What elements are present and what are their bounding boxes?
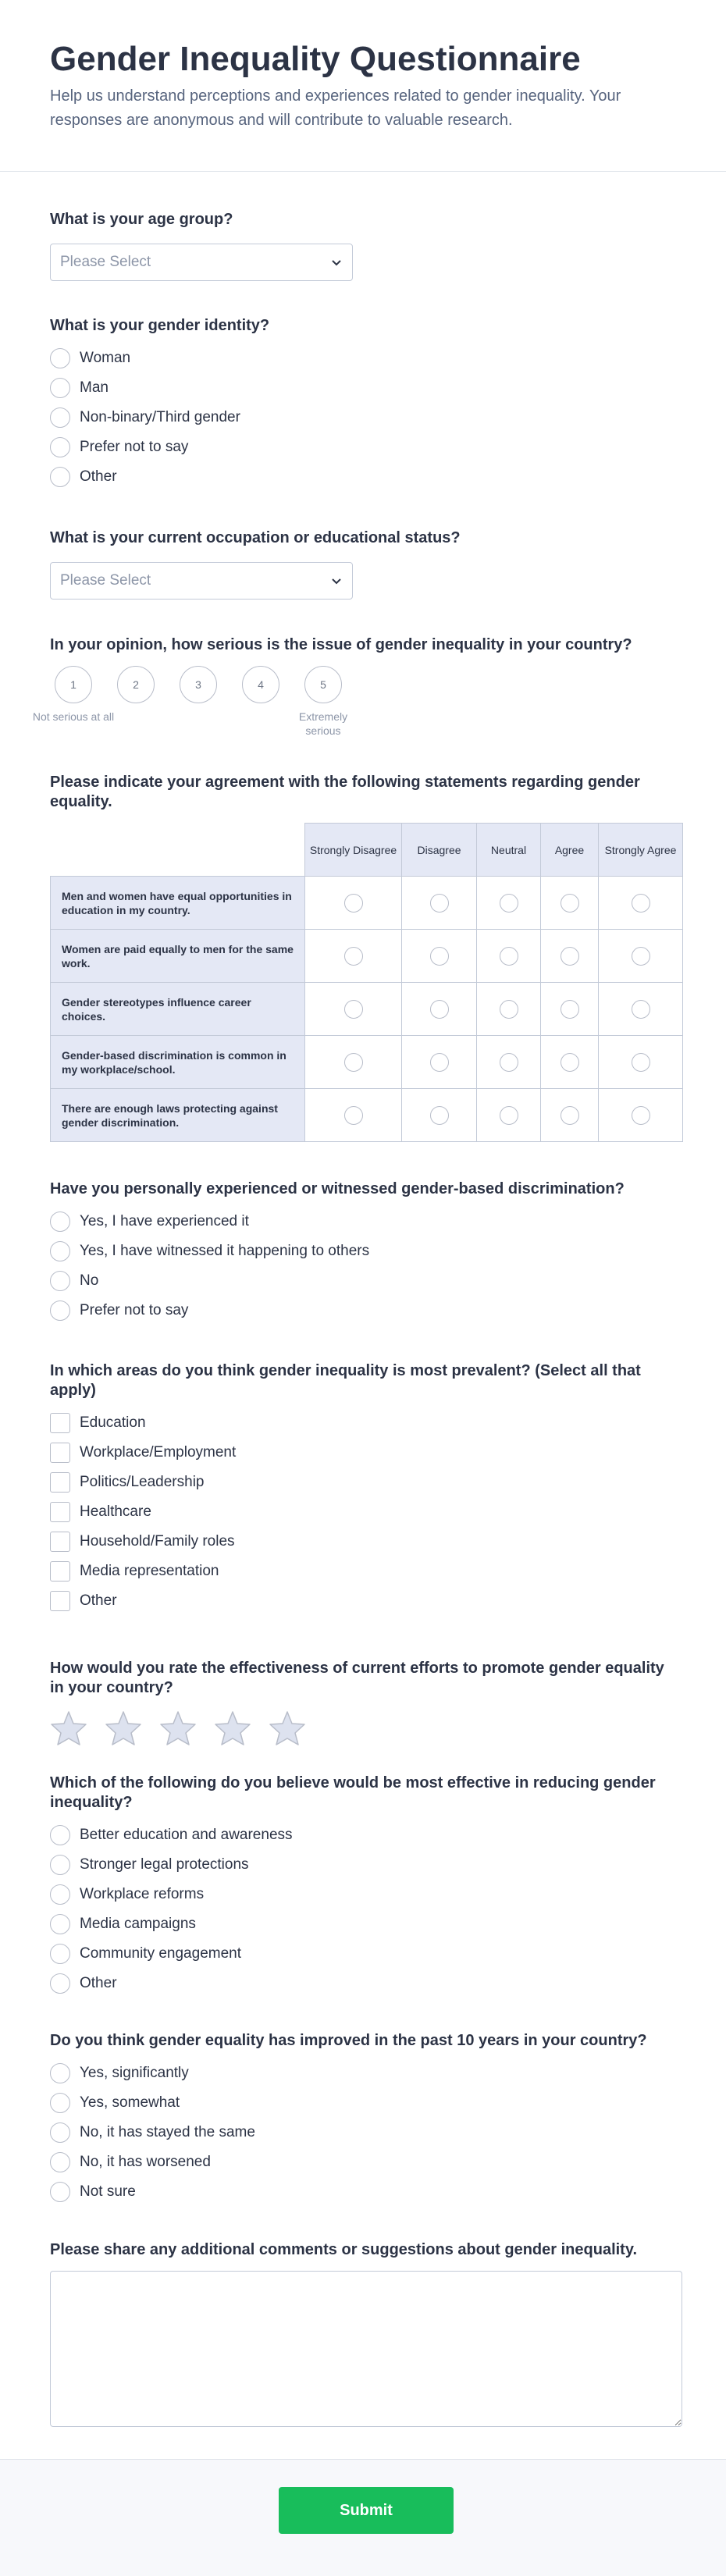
age-group-dropdown[interactable] bbox=[50, 244, 353, 281]
question-agreement-matrix bbox=[50, 773, 682, 1142]
option-label: Workplace reforms bbox=[80, 1886, 205, 1902]
radio-option[interactable] bbox=[50, 1266, 682, 1296]
matrix-cell[interactable] bbox=[541, 877, 599, 930]
radio-button[interactable] bbox=[500, 1000, 518, 1019]
radio-option[interactable] bbox=[50, 2088, 682, 2118]
matrix-cell[interactable] bbox=[599, 877, 683, 930]
checkbox[interactable] bbox=[50, 1443, 70, 1463]
radio-button[interactable] bbox=[430, 1053, 449, 1072]
radio-button[interactable] bbox=[50, 2122, 70, 2143]
option-label: Non-binary/Third gender bbox=[80, 409, 240, 425]
chevron-down-icon bbox=[330, 256, 343, 269]
option-label: No, it has worsened bbox=[80, 2154, 211, 2170]
chevron-down-icon bbox=[330, 575, 343, 587]
question-label: In your opinion, how serious is the issue of gender inequality in your country? bbox=[50, 636, 632, 653]
radio-button[interactable] bbox=[430, 1106, 449, 1125]
question-label: Do you think gender equality has improved in the past 10 years in your country? bbox=[50, 2032, 647, 2049]
radio-option[interactable] bbox=[50, 1850, 682, 1880]
checkbox[interactable] bbox=[50, 1472, 70, 1493]
checkbox[interactable] bbox=[50, 1413, 70, 1433]
matrix-row bbox=[51, 1036, 683, 1089]
option-label: Yes, I have witnessed it happening to others bbox=[80, 1243, 370, 1259]
matrix-cell[interactable] bbox=[477, 877, 541, 930]
radio-option[interactable] bbox=[50, 462, 682, 492]
question-label: What is your age group? bbox=[50, 211, 233, 228]
radio-button[interactable] bbox=[632, 894, 650, 913]
radio-button[interactable] bbox=[344, 1000, 363, 1019]
radio-button[interactable] bbox=[344, 894, 363, 913]
checkbox-option[interactable] bbox=[50, 1468, 682, 1497]
checkbox-option[interactable] bbox=[50, 1586, 682, 1616]
scale-option[interactable] bbox=[167, 666, 230, 738]
radio-button[interactable] bbox=[500, 1106, 518, 1125]
star-icon[interactable] bbox=[214, 1710, 251, 1746]
option-label: No, it has stayed the same bbox=[80, 2124, 255, 2140]
option-label: Yes, somewhat bbox=[80, 2094, 180, 2111]
question-label: What is your current occupation or educational status? bbox=[50, 529, 461, 546]
matrix-row-label: Gender-based discrimination is common in my workplace/school. bbox=[51, 1036, 305, 1089]
matrix-cell[interactable] bbox=[541, 983, 599, 1036]
checkbox[interactable] bbox=[50, 1532, 70, 1552]
agreement-matrix bbox=[50, 823, 683, 1142]
matrix-cell[interactable] bbox=[305, 983, 402, 1036]
radio-option[interactable] bbox=[50, 1207, 682, 1236]
matrix-row-label: Women are paid equally to men for the same work. bbox=[51, 930, 305, 983]
matrix-row bbox=[51, 983, 683, 1036]
checkbox-option[interactable] bbox=[50, 1408, 682, 1438]
checkbox-option[interactable] bbox=[50, 1557, 682, 1586]
option-label: Better education and awareness bbox=[80, 1827, 293, 1843]
checkbox[interactable] bbox=[50, 1561, 70, 1582]
radio-button[interactable] bbox=[430, 1000, 449, 1019]
question-improvement bbox=[50, 2031, 682, 2207]
star-icon[interactable] bbox=[50, 1710, 87, 1746]
matrix-row-label: Gender stereotypes influence career choices. bbox=[51, 983, 305, 1036]
radio-button[interactable] bbox=[50, 2063, 70, 2083]
option-label: Healthcare bbox=[80, 1503, 151, 1520]
radio-button[interactable] bbox=[50, 348, 70, 368]
matrix-row bbox=[51, 877, 683, 930]
scale-circle[interactable]: 1 bbox=[55, 666, 92, 703]
radio-option[interactable] bbox=[50, 1820, 682, 1850]
question-label: Please share any additional comments or suggestions about gender inequality. bbox=[50, 2241, 638, 2258]
radio-button[interactable] bbox=[50, 2093, 70, 2113]
radio-button[interactable] bbox=[500, 1053, 518, 1072]
radio-option[interactable] bbox=[50, 1939, 682, 1969]
option-label: Prefer not to say bbox=[80, 1302, 189, 1318]
matrix-cell[interactable] bbox=[402, 1036, 477, 1089]
matrix-row bbox=[51, 930, 683, 983]
radio-option[interactable] bbox=[50, 432, 682, 462]
scale-option[interactable] bbox=[292, 666, 354, 738]
radio-button[interactable] bbox=[50, 1300, 70, 1321]
matrix-cell[interactable] bbox=[599, 983, 683, 1036]
question-label: Have you personally experienced or witnessed gender-based discrimination? bbox=[50, 1180, 625, 1197]
form-subtitle: Help us understand perceptions and experiences related to gender inequality. Your responses are anonymous and will contribute to valuable research. bbox=[50, 87, 621, 129]
matrix-cell[interactable] bbox=[402, 930, 477, 983]
option-label: Man bbox=[80, 379, 109, 396]
scale-circle[interactable]: 3 bbox=[180, 666, 217, 703]
option-label: No bbox=[80, 1272, 99, 1289]
question-effectiveness-rating bbox=[50, 1659, 682, 1746]
option-label: Not sure bbox=[80, 2183, 136, 2200]
radio-button[interactable] bbox=[50, 1241, 70, 1261]
radio-option[interactable] bbox=[50, 343, 682, 373]
checkbox[interactable] bbox=[50, 1502, 70, 1522]
scale-option[interactable] bbox=[105, 666, 167, 738]
form-title: Gender Inequality Questionnaire bbox=[50, 40, 581, 78]
dropdown-placeholder: Please Select bbox=[60, 254, 151, 270]
radio-button[interactable] bbox=[50, 1855, 70, 1875]
scale-option[interactable] bbox=[230, 666, 292, 738]
matrix-corner bbox=[51, 824, 305, 877]
radio-button[interactable] bbox=[50, 407, 70, 428]
matrix-cell[interactable] bbox=[305, 1036, 402, 1089]
question-label: How would you rate the effectiveness of current efforts to promote gender equality in your country? bbox=[50, 1660, 664, 1696]
matrix-cell[interactable] bbox=[402, 1089, 477, 1142]
scale-circle[interactable]: 5 bbox=[304, 666, 342, 703]
radio-button[interactable] bbox=[50, 467, 70, 487]
matrix-cell[interactable] bbox=[541, 930, 599, 983]
matrix-cell[interactable] bbox=[477, 983, 541, 1036]
question-most-effective bbox=[50, 1774, 682, 1998]
radio-button[interactable] bbox=[561, 947, 579, 966]
radio-option[interactable] bbox=[50, 1296, 682, 1325]
radio-button[interactable] bbox=[50, 1271, 70, 1291]
matrix-cell[interactable] bbox=[402, 877, 477, 930]
question-age-group bbox=[50, 210, 682, 281]
radio-button[interactable] bbox=[561, 894, 579, 913]
radio-button[interactable] bbox=[50, 378, 70, 398]
question-label: In which areas do you think gender inequality is most prevalent? (Select all that apply) bbox=[50, 1362, 641, 1399]
form-footer bbox=[0, 2459, 726, 2576]
radio-button[interactable] bbox=[500, 894, 518, 913]
matrix-cell[interactable] bbox=[541, 1036, 599, 1089]
matrix-cell[interactable] bbox=[477, 1089, 541, 1142]
matrix-cell[interactable] bbox=[477, 930, 541, 983]
radio-option[interactable] bbox=[50, 1236, 682, 1266]
option-label: Other bbox=[80, 1975, 117, 1991]
radio-button[interactable] bbox=[50, 1884, 70, 1905]
question-label: Which of the following do you believe would be most effective in reducing gender inequality? bbox=[50, 1774, 656, 1811]
radio-button[interactable] bbox=[561, 1000, 579, 1019]
option-label: Stronger legal protections bbox=[80, 1856, 249, 1873]
form-header bbox=[0, 0, 726, 172]
radio-button[interactable] bbox=[50, 437, 70, 457]
question-occupation bbox=[50, 528, 682, 600]
radio-button[interactable] bbox=[632, 1000, 650, 1019]
checkbox-option[interactable] bbox=[50, 1438, 682, 1468]
option-label: Community engagement bbox=[80, 1945, 241, 1962]
radio-button[interactable] bbox=[50, 1944, 70, 1964]
radio-button[interactable] bbox=[344, 1053, 363, 1072]
checkbox-option[interactable] bbox=[50, 1527, 682, 1557]
scale-high-label: Extremely serious bbox=[298, 710, 348, 737]
option-label: Prefer not to say bbox=[80, 439, 189, 455]
matrix-cell[interactable] bbox=[402, 983, 477, 1036]
matrix-column-header: Neutral bbox=[477, 824, 541, 877]
question-prevalent-areas bbox=[50, 1361, 682, 1616]
radio-button[interactable] bbox=[430, 894, 449, 913]
matrix-column-header: Agree bbox=[541, 824, 599, 877]
option-label: Other bbox=[80, 468, 117, 485]
checkbox-option[interactable] bbox=[50, 1497, 682, 1527]
matrix-cell[interactable] bbox=[599, 1089, 683, 1142]
radio-option[interactable] bbox=[50, 1880, 682, 1909]
matrix-cell[interactable] bbox=[599, 1036, 683, 1089]
option-label: Yes, I have experienced it bbox=[80, 1213, 249, 1229]
matrix-cell[interactable] bbox=[305, 930, 402, 983]
matrix-row-label: There are enough laws protecting against gender discrimination. bbox=[51, 1089, 305, 1142]
radio-option[interactable] bbox=[50, 1969, 682, 1998]
option-label: Household/Family roles bbox=[80, 1533, 235, 1550]
radio-button[interactable] bbox=[430, 947, 449, 966]
star-icon[interactable] bbox=[269, 1710, 306, 1746]
radio-option[interactable] bbox=[50, 2177, 682, 2207]
scale-circle[interactable]: 4 bbox=[242, 666, 279, 703]
occupation-dropdown[interactable] bbox=[50, 562, 353, 600]
radio-button[interactable] bbox=[50, 2152, 70, 2172]
star-icon[interactable] bbox=[105, 1710, 142, 1746]
option-label: Yes, significantly bbox=[80, 2065, 189, 2081]
gender-options bbox=[50, 343, 682, 492]
question-label: What is your gender identity? bbox=[50, 317, 270, 334]
radio-button[interactable] bbox=[632, 1106, 650, 1125]
form-content bbox=[0, 172, 726, 2459]
scale-low-label: Not serious at all bbox=[32, 710, 115, 723]
matrix-row bbox=[51, 1089, 683, 1142]
option-label: Workplace/Employment bbox=[80, 1444, 237, 1461]
radio-option[interactable] bbox=[50, 403, 682, 432]
matrix-cell[interactable] bbox=[541, 1089, 599, 1142]
matrix-column-header: Strongly Agree bbox=[599, 824, 683, 877]
option-label: Other bbox=[80, 1592, 117, 1609]
radio-button[interactable] bbox=[500, 947, 518, 966]
question-gender-identity bbox=[50, 316, 682, 492]
star-icon[interactable] bbox=[159, 1710, 197, 1746]
checkbox[interactable] bbox=[50, 1591, 70, 1611]
submit-button[interactable]: Submit bbox=[279, 2487, 454, 2534]
scale-option[interactable] bbox=[32, 666, 115, 738]
option-label: Media campaigns bbox=[80, 1916, 196, 1932]
matrix-column-header: Disagree bbox=[402, 824, 477, 877]
option-label: Media representation bbox=[80, 1563, 219, 1579]
matrix-cell[interactable] bbox=[599, 930, 683, 983]
star-rating bbox=[50, 1710, 682, 1746]
radio-button[interactable] bbox=[50, 1825, 70, 1845]
dropdown-placeholder: Please Select bbox=[60, 572, 151, 589]
radio-button[interactable] bbox=[344, 947, 363, 966]
matrix-column-header: Strongly Disagree bbox=[305, 824, 402, 877]
radio-button[interactable] bbox=[632, 947, 650, 966]
matrix-row-label: Men and women have equal opportunities in education in my country. bbox=[51, 877, 305, 930]
radio-button[interactable] bbox=[561, 1053, 579, 1072]
matrix-cell[interactable] bbox=[477, 1036, 541, 1089]
radio-button[interactable] bbox=[561, 1106, 579, 1125]
radio-option[interactable] bbox=[50, 2147, 682, 2177]
question-comments bbox=[50, 2240, 682, 2431]
option-label: Woman bbox=[80, 350, 131, 366]
radio-option[interactable] bbox=[50, 373, 682, 403]
option-label: Education bbox=[80, 1414, 146, 1431]
radio-option[interactable] bbox=[50, 2118, 682, 2147]
radio-button[interactable] bbox=[50, 1914, 70, 1934]
comments-textarea[interactable] bbox=[50, 2271, 682, 2427]
radio-button[interactable] bbox=[50, 1973, 70, 1994]
question-seriousness bbox=[32, 635, 682, 738]
radio-button[interactable] bbox=[344, 1106, 363, 1125]
radio-button[interactable] bbox=[632, 1053, 650, 1072]
matrix-cell[interactable] bbox=[305, 1089, 402, 1142]
radio-button[interactable] bbox=[50, 2182, 70, 2202]
radio-option[interactable] bbox=[50, 2058, 682, 2088]
radio-option[interactable] bbox=[50, 1909, 682, 1939]
question-experienced-discrimination bbox=[50, 1179, 682, 1325]
question-label: Please indicate your agreement with the following statements regarding gender equality. bbox=[50, 774, 640, 810]
matrix-cell[interactable] bbox=[305, 877, 402, 930]
scale-circle[interactable]: 2 bbox=[117, 666, 155, 703]
scale-rating bbox=[32, 666, 682, 738]
radio-button[interactable] bbox=[50, 1212, 70, 1232]
option-label: Politics/Leadership bbox=[80, 1474, 205, 1490]
